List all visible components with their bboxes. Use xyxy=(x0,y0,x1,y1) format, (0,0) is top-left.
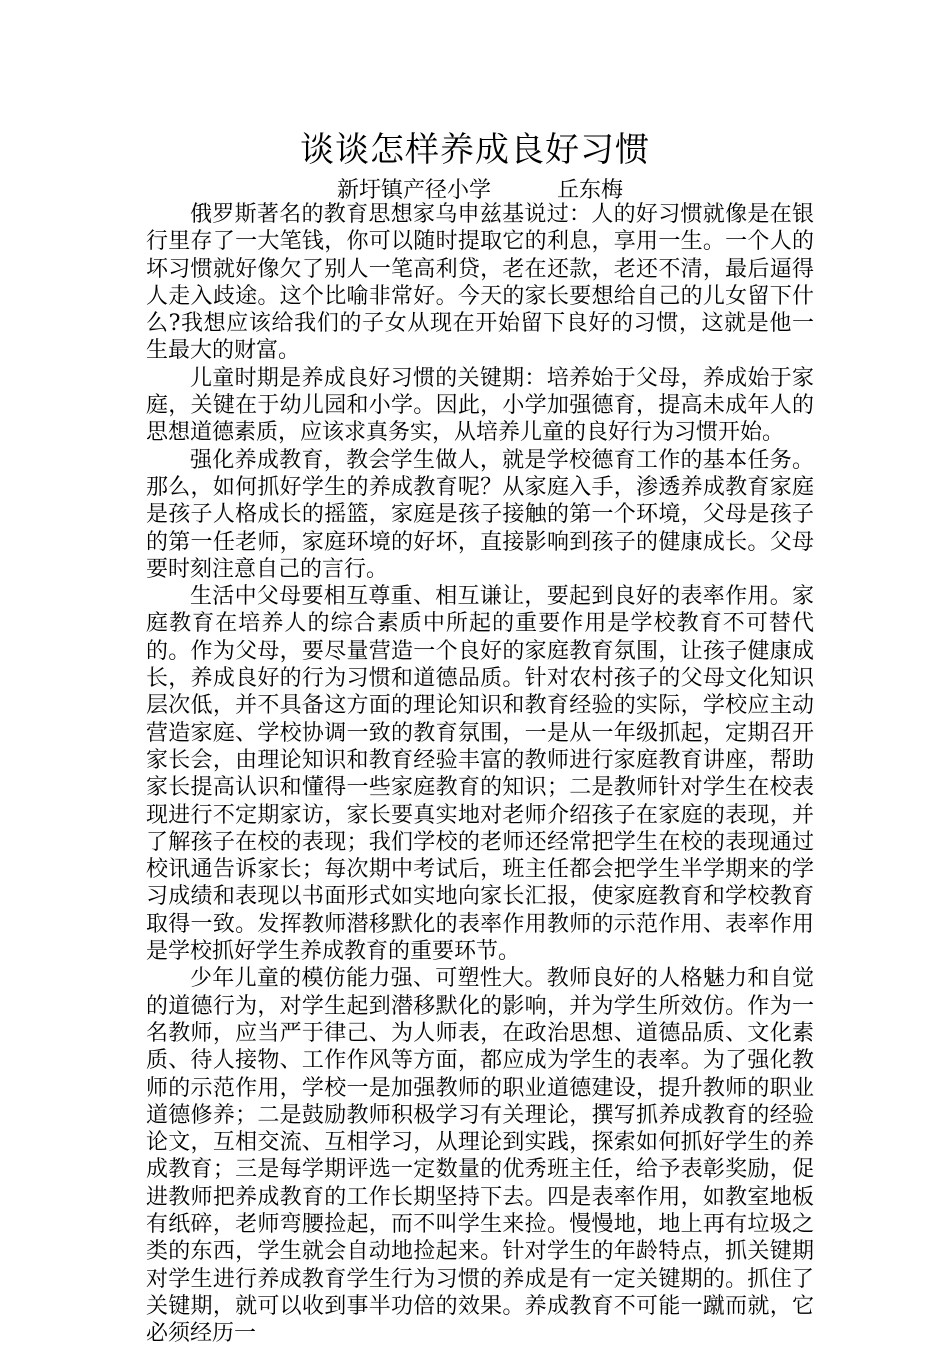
paragraph: 儿童时期是养成良好习惯的关键期：培养始于父母，养成始于家庭，关键在于幼儿园和小学。因此，小学加强德育，提高未成年人的思想道德素质，应该求真务实，从培养儿童的良好行为习惯开始。 xyxy=(146,365,814,446)
paragraph: 俄罗斯著名的教育思想家乌申兹基说过：人的好习惯就像是在银行里存了一大笔钱，你可以随时提取它的利息，享用一生。一个人的坏习惯就好像欠了别人一笔高利贷，老在还款，老还不清，最后逼得人走入歧途。这个比喻非常好。今天的家长要想给自己的儿女留下什么?我想应该给我们的子女从现在开始留下良好的习惯，这就是他一生最大的财富。 xyxy=(146,202,814,364)
paragraph: 生活中父母要相互尊重、相互谦让，要起到良好的表率作用。家庭教育在培养人的综合素质中所起的重要作用是学校教育不可替代的。作为父母，要尽量营造一个良好的家庭教育氛围，让孩子健康成长，养成良好的行为习惯和道德品质。针对农村孩子的父母文化知识层次低，并不具备这方面的理论知识和教育经验的实际，学校应主动营造家庭、学校协调一致的教育氛围，一是从一年级抓起，定期召开家长会，由理论知识和教育经验丰富的教师进行家庭教育讲座，帮助家长提高认识和懂得一些家庭教育的知识；二是教师针对学生在校表现进行不定期家访，家长要真实地对老师介绍孩子在家庭的表现，并了解孩子在校的表现；我们学校的老师还经常把学生在校的表现通过校讯通告诉家长；每次期中考试后，班主任都会把学生半学期来的学习成绩和表现以书面形式如实地向家长汇报，使家庭教育和学校教育取得一致。发挥教师潜移默化的表率作用教师的示范作用、表率作用是学校抓好学生养成教育的重要环节。 xyxy=(146,584,814,965)
author-name: 丘东梅 xyxy=(557,178,624,203)
document-body xyxy=(146,201,814,1347)
school-name: 新圩镇产径小学 xyxy=(336,178,491,203)
document-title: 谈谈怎样养成良好习惯 xyxy=(300,130,650,170)
paragraph: 少年儿童的模仿能力强、可塑性大。教师良好的人格魅力和自觉的道德行为，对学生起到潜移默化的影响，并为学生所效仿。作为一名教师，应当严于律己、为人师表，在政治思想、道德品质、文化素质、待人接物、工作作风等方面，都应成为学生的表率。为了强化教师的示范作用，学校一是加强教师的职业道德建设，提升教师的职业道德修养；二是鼓励教师积极学习有关理论，撰写抓养成教育的经验论文，互相交流、互相学习，从理论到实践，探索如何抓好学生的养成教育；三是每学期评选一定数量的优秀班主任，给予表彰奖励，促进教师把养成教育的工作长期坚持下去。四是表率作用，如教室地板有纸碎，老师弯腰捡起，而不叫学生来捡。慢慢地，地上再有垃圾之类的东西，学生就会自动地捡起来。针对学生的年龄特点，抓关键期对学生进行养成教育学生行为习惯的养成是有一定关键期的。抓住了关键期，就可以收到事半功倍的效果。养成教育不可能一蹴而就，它必须经历一 xyxy=(146,966,814,1347)
paragraph: 强化养成教育，教会学生做人，就是学校德育工作的基本任务。那么，如何抓好学生的养成教育呢？从家庭入手，渗透养成教育家庭是孩子人格成长的摇篮，家庭是孩子接触的第一个环境，父母是孩子的第一任老师，家庭环境的好坏，直接影响到孩子的健康成长。父母要时刻注意自己的言行。 xyxy=(146,447,814,582)
